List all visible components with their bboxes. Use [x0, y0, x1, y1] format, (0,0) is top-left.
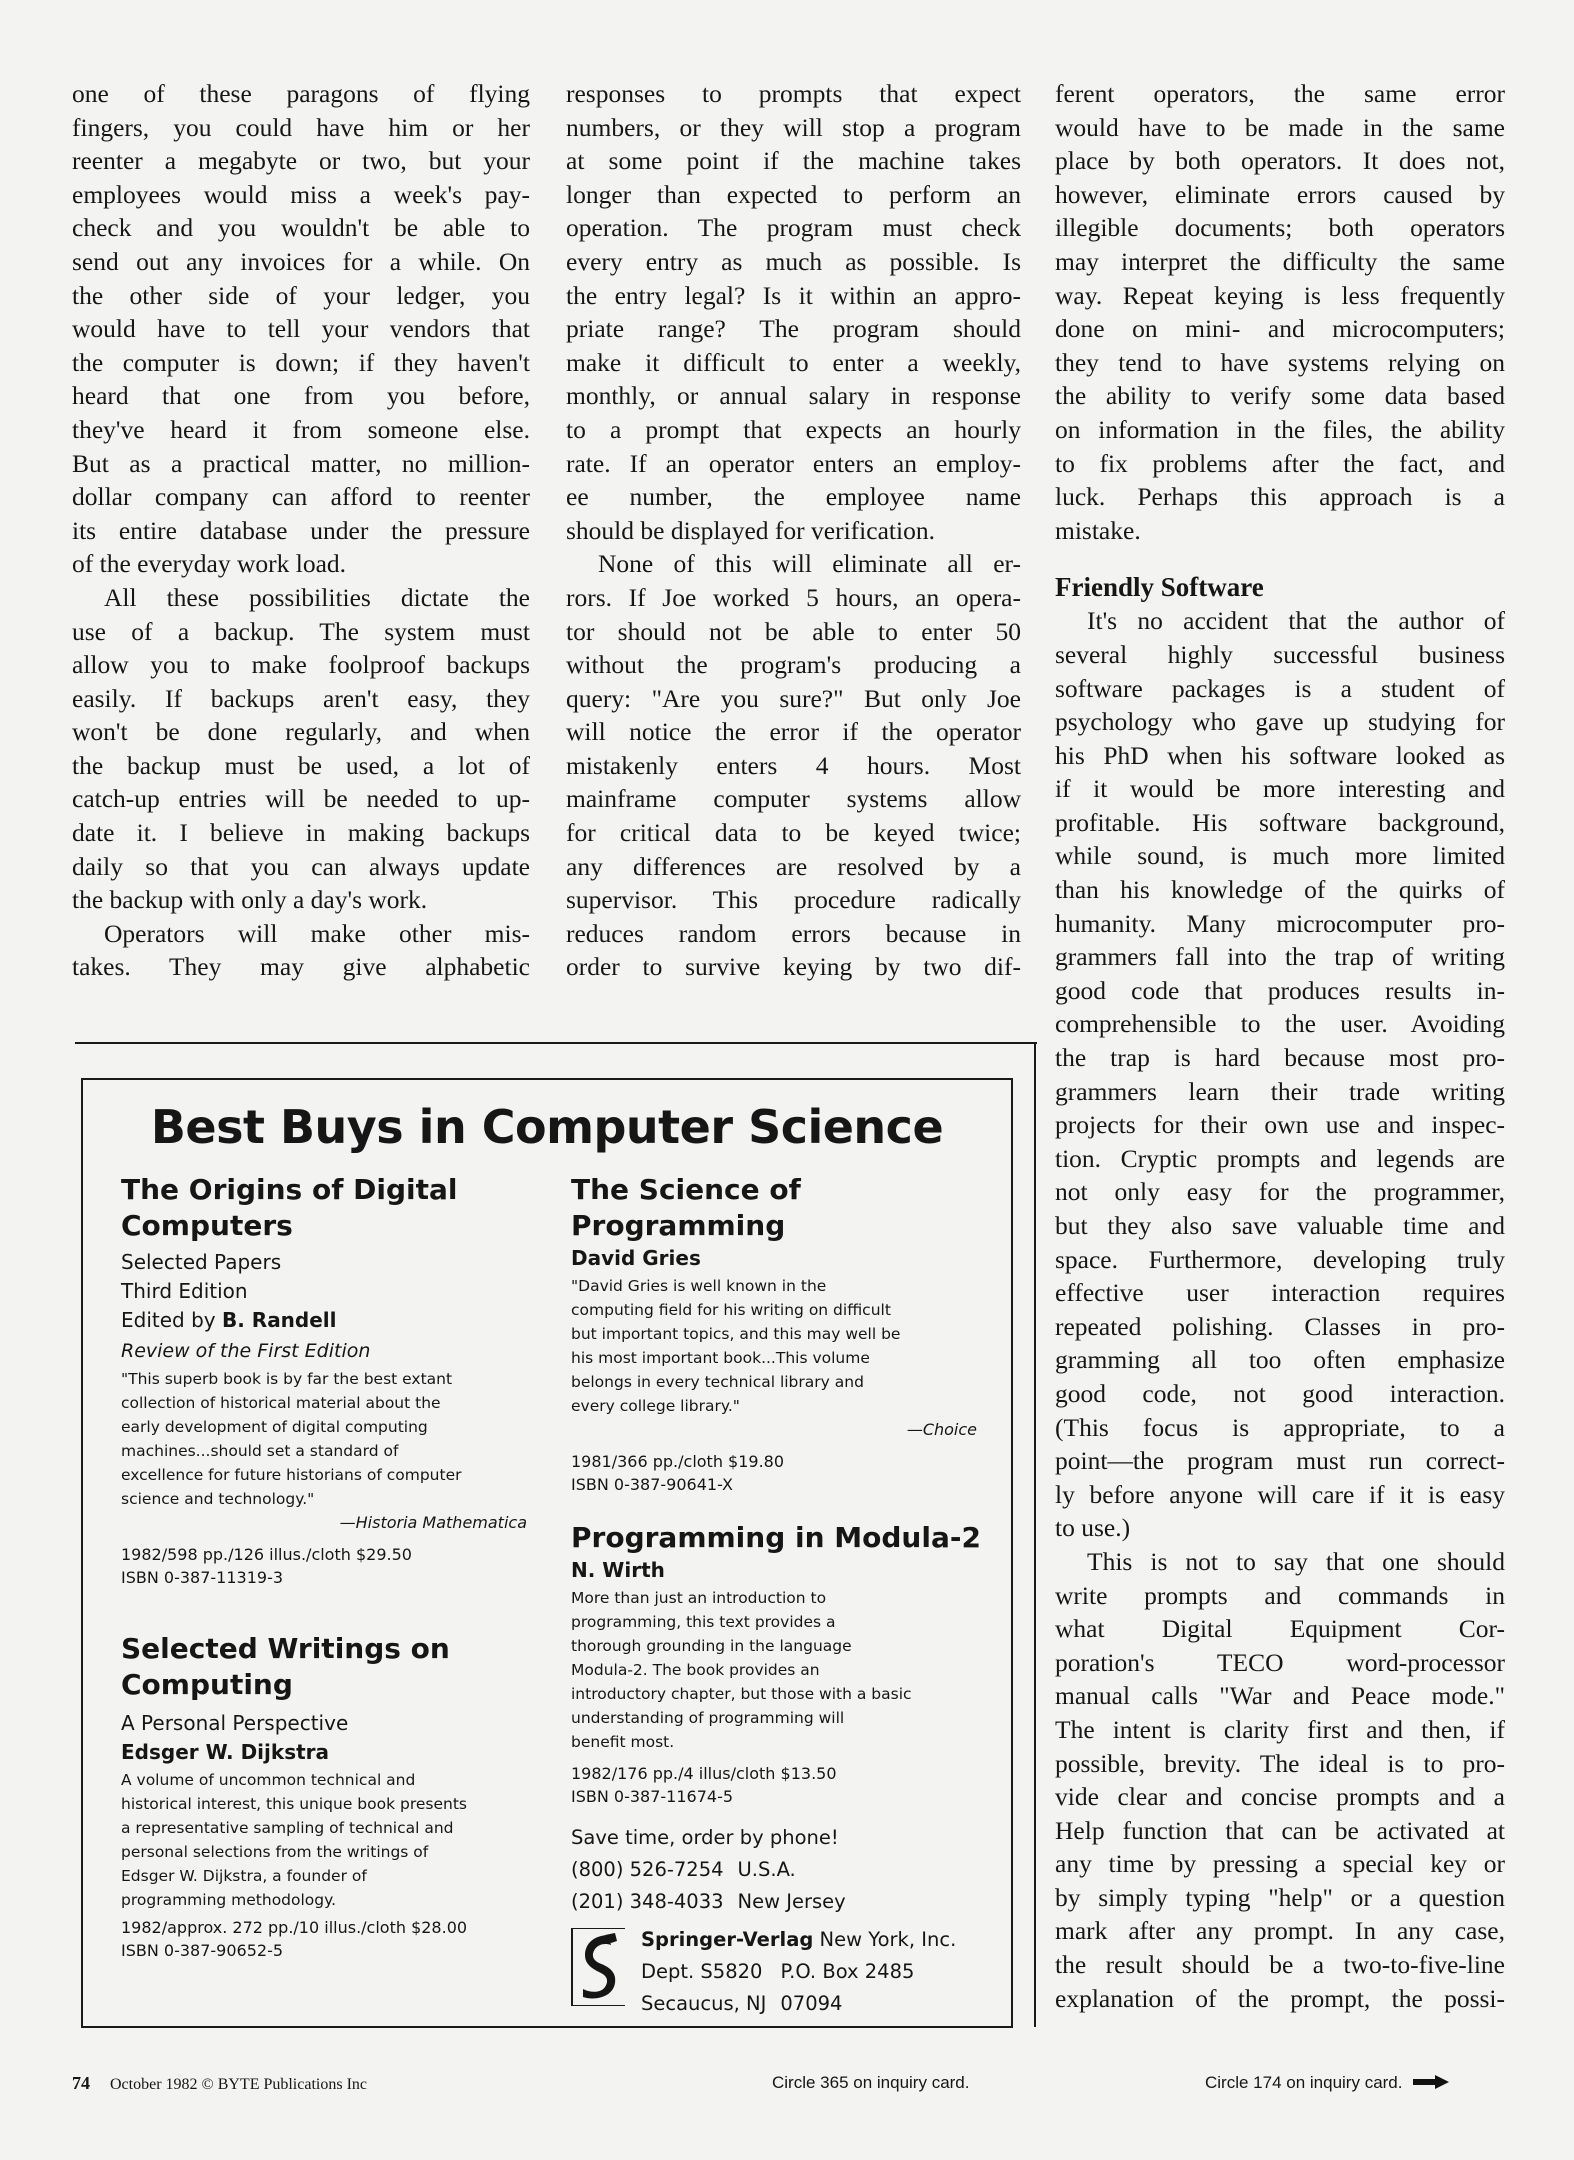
- issue-credit: October 1982 © BYTE Publications Inc: [110, 2076, 367, 2093]
- book-review: [121, 1367, 541, 1511]
- text-line: any differences are resolved by a: [566, 851, 1021, 881]
- ad-right-column: [571, 1172, 991, 2020]
- text-line: to use.): [1055, 1513, 1131, 1543]
- review-attribution: —Historia Mathematica: [339, 1513, 527, 1532]
- text-line: while sound, is much more limited: [1055, 841, 1505, 871]
- text-line: illegible documents; both operators: [1055, 213, 1505, 243]
- text-line: machines...should set a standard of: [121, 1442, 399, 1460]
- order-by-phone: Save time, order by phone! (800) 526-7254 U.S.A. (201) 348-4033 New Jersey: [571, 1822, 991, 1918]
- review-attribution: —Choice: [906, 1420, 977, 1439]
- text-line: projects for their own use and inspec-: [1055, 1110, 1505, 1140]
- springer-horse-logo-icon: [571, 1928, 625, 2006]
- text-line: psychology who gave up studying for: [1055, 707, 1505, 737]
- text-line: It's no accident that the author of: [1087, 606, 1505, 636]
- text-line: excellence for future historians of computer: [121, 1466, 462, 1484]
- text-line: if it would be more interesting and: [1055, 774, 1505, 804]
- text-line: "This superb book is by far the best extant: [121, 1370, 453, 1388]
- text-line: ee number, the employee name: [566, 482, 1021, 512]
- text-line: software packages is a student of: [1055, 673, 1505, 703]
- article-column-1: [72, 77, 530, 984]
- paragraph: [1055, 1545, 1505, 2015]
- text-line: the computer is down; if they haven't: [72, 347, 530, 377]
- text-line: send out any invoices for a while. On: [72, 246, 530, 276]
- text-line: comprehensible to the user. Avoiding: [1055, 1009, 1505, 1039]
- text-line: luck. Perhaps this approach is a: [1055, 482, 1505, 512]
- book-title: Selected Writings on Computing: [121, 1632, 450, 1701]
- text-line: science and technology.": [121, 1490, 315, 1508]
- text-line: understanding of programming will: [571, 1709, 845, 1727]
- text-line: may interpret the difficulty the same: [1055, 246, 1505, 276]
- text-line: numbers, or they will stop a program: [566, 112, 1021, 142]
- text-line: historical interest, this unique book presents: [121, 1795, 468, 1813]
- ad-headline: Best Buys in Computer Science: [150, 1100, 944, 1154]
- text-line: manual calls "War and Peace mode.": [1055, 1681, 1505, 1711]
- text-line: query: "Are you sure?" But only Joe: [566, 683, 1021, 713]
- paragraph: [1055, 604, 1505, 1545]
- book-price-info: 1982/approx. 272 pp./10 illus./cloth $28.00 ISBN 0-387-90652-5: [121, 1918, 468, 1960]
- text-line: mainframe computer systems allow: [566, 784, 1021, 814]
- text-line: tion. Cryptic prompts and legends are: [1055, 1143, 1505, 1173]
- book-listing: [571, 1520, 991, 1808]
- inquiry-note-right: Circle 174 on inquiry card.: [1205, 2073, 1449, 2094]
- book-subtitle: Selected Papers: [121, 1250, 282, 1274]
- text-line: programming, this text provides a: [571, 1613, 836, 1631]
- phone-usa: (800) 526-7254 U.S.A.: [571, 1858, 796, 1881]
- text-line: collection of historical material about the: [121, 1394, 441, 1412]
- text-line: every college library.": [571, 1397, 740, 1415]
- book-editor: Edited by B. Randell: [121, 1308, 337, 1332]
- text-line: check and you wouldn't be able to: [72, 213, 530, 243]
- book-listing: [121, 1172, 541, 1589]
- text-line: More than just an introduction to: [571, 1589, 827, 1607]
- book-title: The Science of Programming: [571, 1173, 801, 1242]
- text-line: daily so that you can always update: [72, 851, 530, 881]
- text-line: humanity. Many microcomputer pro-: [1055, 908, 1505, 938]
- text-line: possible, brevity. The ideal is to pro-: [1055, 1748, 1505, 1778]
- text-line: for critical data to be keyed twice;: [566, 818, 1021, 848]
- advertisement-box: [81, 1078, 1013, 2028]
- text-line: without the program's producing a: [566, 650, 1021, 680]
- text-line: effective user interaction requires: [1055, 1278, 1505, 1308]
- text-line: tor should not be able to enter 50: [566, 616, 1021, 646]
- text-line: dollar company can afford to reenter: [72, 482, 530, 512]
- frame-rule-top: [75, 1042, 1037, 1044]
- text-line: the backup with only a day's work.: [72, 885, 428, 915]
- text-line: a representative sampling of technical and: [121, 1819, 454, 1837]
- text-line: Help function that can be activated at: [1055, 1815, 1505, 1845]
- book-description: [121, 1768, 541, 1912]
- text-line: his PhD when his software looked as: [1055, 740, 1505, 770]
- text-line: "David Gries is well known in the: [571, 1277, 827, 1295]
- text-line: won't be done regularly, and when: [72, 717, 530, 747]
- text-line: monthly, or annual salary in response: [566, 381, 1021, 411]
- text-line: reduces random errors because in: [566, 918, 1021, 948]
- phone-nj: (201) 348-4033 New Jersey: [571, 1890, 846, 1913]
- text-line: employees would miss a week's pay-: [72, 179, 530, 209]
- book-title: Programming in Modula-2: [571, 1521, 981, 1554]
- text-line: thorough grounding in the language: [571, 1637, 852, 1655]
- text-line: should be displayed for verification.: [566, 515, 935, 545]
- text-line: any time by pressing a special key or: [1055, 1849, 1505, 1879]
- book-listing: [571, 1172, 991, 1496]
- text-line: several highly successful business: [1055, 639, 1505, 669]
- paragraph: [1055, 77, 1505, 547]
- book-title: The Origins of Digital Computers: [121, 1173, 458, 1242]
- book-review-heading: Review of the First Edition: [121, 1340, 371, 1362]
- text-line: belongs in every technical library and: [571, 1373, 864, 1391]
- text-line: responses to prompts that expect: [566, 79, 1021, 108]
- text-line: heard that one from you before,: [72, 381, 530, 411]
- text-line: easily. If backups aren't easy, they: [72, 683, 530, 713]
- text-line: ferent operators, the same error: [1055, 79, 1505, 108]
- inquiry-note-middle: Circle 365 on inquiry card.: [772, 2073, 970, 2092]
- text-line: the result should be a two-to-five-line: [1055, 1950, 1505, 1980]
- text-line: priate range? The program should: [566, 314, 1021, 344]
- book-subtitle: A Personal Perspective: [121, 1711, 349, 1735]
- text-line: write prompts and commands in: [1055, 1580, 1505, 1610]
- text-line: explanation of the prompt, the possi-: [1055, 1983, 1505, 2013]
- text-line: to a prompt that expects an hourly: [566, 414, 1021, 444]
- text-line: grammers fall into the trap of writing: [1055, 942, 1505, 972]
- text-line: to fix problems after the fact, and: [1055, 448, 1505, 478]
- text-line: the trap is hard because most pro-: [1055, 1043, 1505, 1073]
- text-line: None of this will eliminate all er-: [598, 549, 1021, 579]
- text-line: place by both operators. It does not,: [1055, 146, 1505, 176]
- text-line: the ability to verify some data based: [1055, 381, 1505, 411]
- book-edition: Third Edition: [121, 1279, 248, 1303]
- paragraph: [566, 547, 1021, 984]
- text-line: by simply typing "help" or a question: [1055, 1882, 1505, 1912]
- text-line: supervisor. This procedure radically: [566, 885, 1021, 915]
- text-line: benefit most.: [571, 1733, 675, 1751]
- text-line: would have to be made in the same: [1055, 112, 1505, 142]
- paragraph: [72, 917, 530, 984]
- text-line: at some point if the machine takes: [566, 146, 1021, 176]
- book-price-info: 1982/598 pp./126 illus./cloth $29.50 ISBN 0-387-11319-3: [121, 1545, 412, 1587]
- text-line: good code that produces results in-: [1055, 975, 1505, 1005]
- text-line: computing field for his writing on difficult: [571, 1301, 891, 1319]
- text-line: what Digital Equipment Cor-: [1055, 1614, 1505, 1644]
- book-author: N. Wirth: [571, 1558, 665, 1582]
- text-line: every entry as much as possible. Is: [566, 246, 1021, 276]
- text-line: personal selections from the writings of: [121, 1843, 429, 1861]
- text-line: Modula-2. The book provides an: [571, 1661, 820, 1679]
- text-line: All these possibilities dictate the: [104, 582, 530, 612]
- text-line: catch-up entries will be needed to up-: [72, 784, 530, 814]
- text-line: his most important book...This volume: [571, 1349, 870, 1367]
- text-line: but they also save valuable time and: [1055, 1211, 1505, 1240]
- text-line: mistakenly enters 4 hours. Most: [566, 750, 1021, 780]
- text-line: however, eliminate errors caused by: [1055, 179, 1505, 209]
- text-line: reenter a megabyte or two, but your: [72, 146, 530, 176]
- text-line: its entire database under the pressure: [72, 515, 530, 545]
- text-line: mark after any prompt. In any case,: [1055, 1916, 1505, 1946]
- book-author: Edsger W. Dijkstra: [121, 1740, 330, 1764]
- book-price-info: 1982/176 pp./4 illus/cloth $13.50 ISBN 0-387-11674-5: [571, 1764, 837, 1806]
- text-line: would have to tell your vendors that: [72, 314, 530, 344]
- paragraph: [566, 77, 1021, 547]
- text-line: This is not to say that one should: [1087, 1546, 1505, 1576]
- text-line: they tend to have systems relying on: [1055, 347, 1505, 377]
- right-arrow-icon: [1413, 2074, 1449, 2094]
- text-line: space. Furthermore, developing truly: [1055, 1244, 1505, 1274]
- text-line: than his knowledge of the quirks of: [1055, 875, 1505, 905]
- text-line: ly before anyone will care if it is easy: [1055, 1479, 1505, 1509]
- book-review: [571, 1274, 991, 1418]
- text-line: vide clear and concise prompts and a: [1055, 1782, 1505, 1812]
- section-heading: Friendly Software: [1055, 572, 1264, 603]
- text-line: they've heard it from someone else.: [72, 414, 530, 444]
- text-line: poration's TECO word-processor: [1055, 1647, 1505, 1677]
- paragraph: [72, 581, 530, 917]
- article-column-2: [566, 77, 1021, 984]
- text-line: the entry legal? Is it within an appro-: [566, 280, 1021, 310]
- text-line: longer than expected to perform an: [566, 179, 1021, 209]
- text-line: not only easy for the programmer,: [1055, 1177, 1505, 1207]
- text-line: Edsger W. Dijkstra, a founder of: [121, 1867, 367, 1885]
- page-footer-folio: [72, 2073, 367, 2094]
- text-line: The intent is clarity first and then, if: [1055, 1714, 1505, 1744]
- text-line: the other side of your ledger, you: [72, 280, 530, 310]
- text-line: order to survive keying by two dif-: [566, 952, 1021, 982]
- text-line: one of these paragons of flying: [72, 79, 530, 108]
- text-line: gramming all too often emphasize: [1055, 1345, 1505, 1375]
- text-line: introductory chapter, but those with a basic: [571, 1685, 912, 1703]
- text-line: done on mini- and microcomputers;: [1055, 314, 1505, 344]
- text-line: early development of digital computing: [121, 1418, 428, 1436]
- text-line: But as a practical matter, no million-: [72, 448, 530, 478]
- publisher-address: Springer-Verlag New York, Inc. Dept. S5820 P.O. Box 2485 Secaucus, NJ 07094: [641, 1928, 957, 2015]
- text-line: way. Repeat keying is less frequently: [1055, 280, 1505, 310]
- book-description: [571, 1586, 991, 1754]
- book-price-info: 1981/366 pp./cloth $19.80 ISBN 0-387-90641-X: [571, 1452, 785, 1494]
- text-line: but important topics, and this may well be: [571, 1325, 901, 1343]
- text-line: operation. The program must check: [566, 213, 1021, 243]
- text-line: Operators will make other mis-: [104, 918, 530, 948]
- text-line: the backup must be used, a lot of: [72, 750, 530, 780]
- text-line: good code, not good interaction.: [1055, 1378, 1505, 1408]
- text-line: repeated polishing. Classes in pro-: [1055, 1311, 1505, 1341]
- text-line: will notice the error if the operator: [566, 717, 1021, 747]
- text-line: of the everyday work load.: [72, 549, 347, 579]
- text-line: date it. I believe in making backups: [72, 818, 530, 848]
- text-line: grammers learn their trade writing: [1055, 1076, 1505, 1106]
- paragraph: [72, 77, 530, 581]
- article-column-3: [1055, 77, 1505, 2015]
- publisher-block: [571, 1924, 991, 2020]
- text-line: profitable. His software background,: [1055, 807, 1505, 837]
- text-line: takes. They may give alphabetic: [72, 952, 530, 982]
- text-line: fingers, you could have him or her: [72, 112, 530, 142]
- text-line: programming methodology.: [121, 1891, 337, 1909]
- book-listing: [121, 1631, 541, 1962]
- text-line: mistake.: [1055, 515, 1141, 545]
- text-line: rors. If Joe worked 5 hours, an opera-: [566, 582, 1021, 612]
- page-number: 74: [72, 2073, 90, 2093]
- text-line: make it difficult to enter a weekly,: [566, 347, 1021, 377]
- text-line: rate. If an operator enters an employ-: [566, 448, 1021, 478]
- text-line: A volume of uncommon technical and: [121, 1771, 416, 1789]
- book-author: David Gries: [571, 1246, 701, 1270]
- text-line: allow you to make foolproof backups: [72, 650, 530, 680]
- frame-rule-right: [1034, 1042, 1036, 2027]
- text-line: point—the program must run correct-: [1055, 1446, 1505, 1476]
- text-line: (This focus is appropriate, to a: [1055, 1412, 1505, 1442]
- text-line: on information in the files, the ability: [1055, 414, 1505, 444]
- ad-left-column: [121, 1172, 541, 1962]
- text-line: use of a backup. The system must: [72, 616, 530, 646]
